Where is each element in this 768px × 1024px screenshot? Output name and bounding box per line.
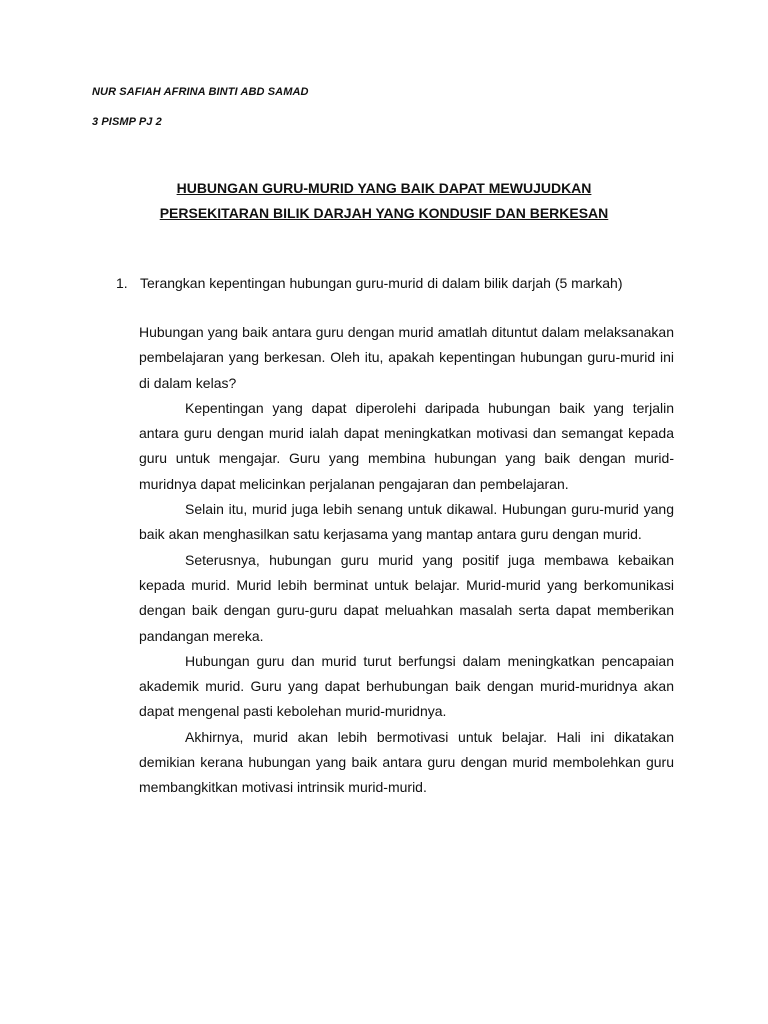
document-title-line-1: HUBUNGAN GURU-MURID YANG BAIK DAPAT MEWUJUDKAN [176,180,592,196]
author-class: 3 PISMP PJ 2 [92,116,162,128]
paragraph-motivation-teacher: Kepentingan yang dapat diperolehi daripada hubungan baik yang terjalin antara guru dengan murid ialah dapat meningkatkan motivasi dan semangat kepada guru untuk mengajar. Guru yang membina hubungan yang baik dengan murid-muridnya dapat melicinkan perjalanan pengajaran dan pembelajaran. [139,399,674,492]
author-name: NUR SAFIAH AFRINA BINTI ABD SAMAD [92,86,309,98]
question-number: 1. [116,275,128,291]
question-text: Terangkan kepentingan hubungan guru-murid di dalam bilik darjah (5 markah) [140,275,623,291]
paragraph-student-benefit: Seterusnya, hubungan guru murid yang positif juga membawa kebaikan kepada murid. Murid lebih berminat untuk belajar. Murid-murid yang berkomunikasi dengan baik dengan guru-guru dapat meluahkan masalah serta dapat memberikan pandangan mereka. [139,551,674,644]
answer-body [139,320,674,801]
paragraph-conclusion: Akhirnya, murid akan lebih bermotivasi untuk belajar. Hali ini dikatakan demikian kerana hubungan yang baik antara guru dengan murid membolehkan guru membangkitkan motivasi intrinsik murid-murid. [139,728,674,796]
question-item [116,273,686,293]
document-title-line-2: PERSEKITARAN BILIK DARJAH YANG KONDUSIF DAN BERKESAN [159,205,609,221]
paragraph-academic: Hubungan guru dan murid turut berfungsi dalam meningkatkan pencapaian akademik murid. Guru yang dapat berhubungan baik dengan murid-muridnya akan dapat mengenal pasti kebolehan murid-muridnya. [139,652,674,720]
paragraph-intro: Hubungan yang baik antara guru dengan murid amatlah dituntut dalam melaksanakan pembelajaran yang berkesan. Oleh itu, apakah kepentingan hubungan guru-murid ini di dalam kelas? [139,324,674,391]
paragraph-discipline: Selain itu, murid juga lebih senang untuk dikawal. Hubungan guru-murid yang baik akan menghasilkan satu kerjasama yang mantap antara guru dengan murid. [139,501,674,543]
